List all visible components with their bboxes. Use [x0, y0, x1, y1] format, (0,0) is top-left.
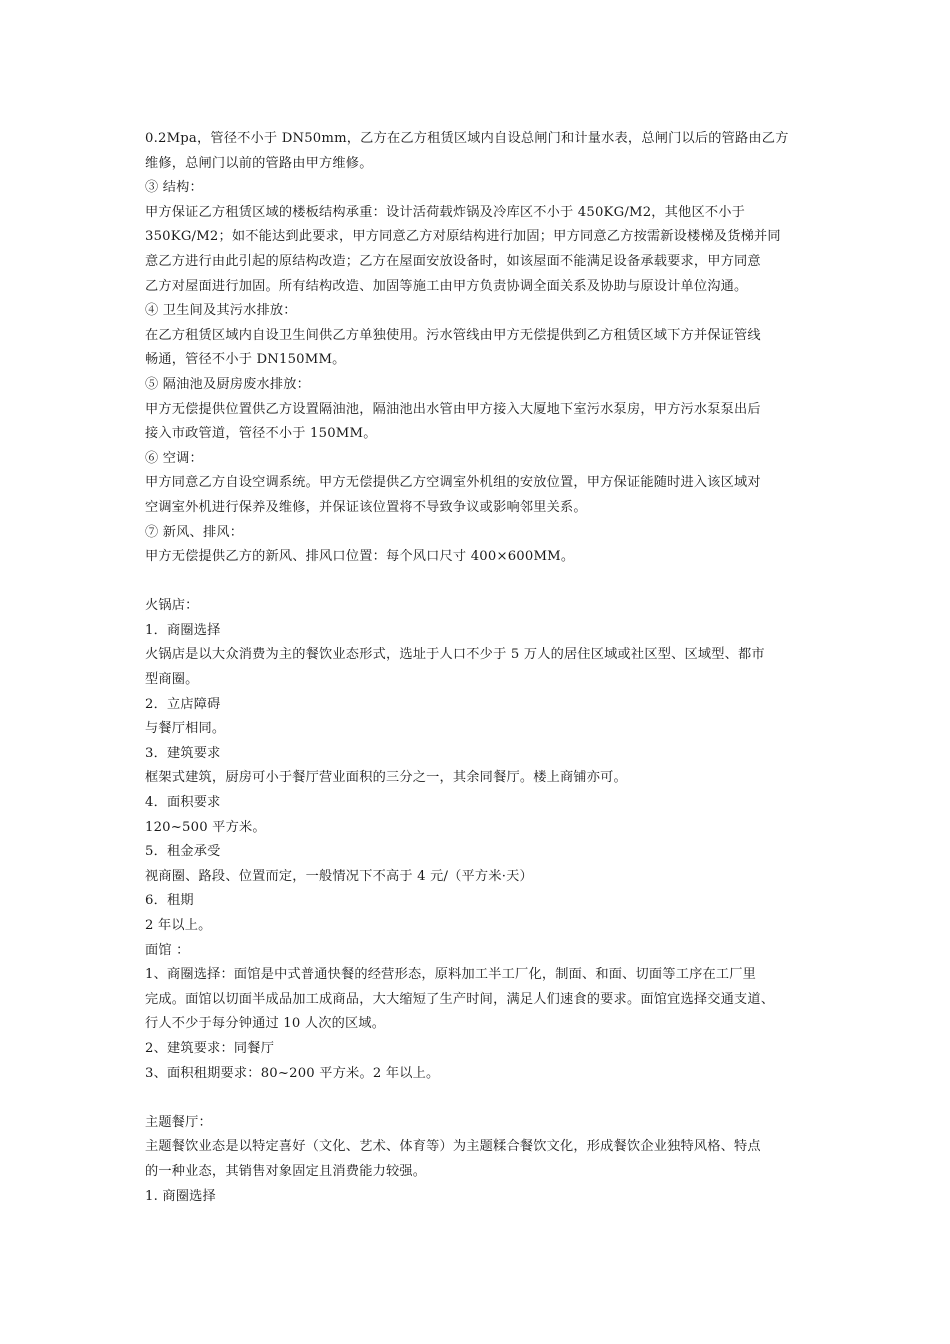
- text-line: 空调室外机进行保养及维修，并保证该位置将不导致争议或影响邻里关系。: [145, 499, 587, 515]
- text-line: 120~500 平方米。: [145, 819, 266, 835]
- text-line: 框架式建筑，厨房可小于餐厅营业面积的三分之一，其余同餐厅。楼上商铺亦可。: [145, 770, 627, 786]
- text-line: 甲方同意乙方自设空调系统。甲方无偿提供乙方空调室外机组的安放位置，甲方保证能随时进入该区域对: [145, 475, 761, 491]
- text-line: ⑥ 空调：: [145, 450, 203, 466]
- text-line: 2、建筑要求：同餐厅: [145, 1040, 275, 1056]
- text-line: 1．商圈选择: [145, 622, 221, 638]
- text-line: ⑦ 新风、排风：: [145, 524, 244, 540]
- text-line: 在乙方租赁区域内自设卫生间供乙方单独使用。污水管线由甲方无偿提供到乙方租赁区域下方并保证管线: [145, 327, 761, 343]
- text-line: 火锅店：: [145, 598, 199, 614]
- text-line: 3、面积租期要求：80~200 平方米。2 年以上。: [145, 1065, 440, 1081]
- text-line: 维修，总闸门以前的管路由甲方维修。: [145, 155, 373, 171]
- text-line: 火锅店是以大众消费为主的餐饮业态形式，选址于人口不少于 5 万人的居住区域或社区型、区域型、都市: [145, 647, 765, 663]
- text-line: 350KG/M2；如不能达到此要求，甲方同意乙方对原结构进行加固；甲方同意乙方按需新设楼梯及货梯并同: [145, 229, 781, 245]
- text-line: 面馆 ：: [145, 942, 190, 958]
- text-line: 3．建筑要求: [145, 745, 221, 761]
- text-line: 完成。面馆以切面半成品加工成商品，大大缩短了生产时间，满足人们速食的要求。面馆宜选择交通支道、: [145, 991, 775, 1007]
- text-line: ③ 结构：: [145, 180, 203, 196]
- text-line: 视商圈、路段、位置而定，一般情况下不高于 4 元/（平方米·天）: [145, 868, 533, 884]
- text-line: 甲方无偿提供位置供乙方设置隔油池，隔油池出水管由甲方接入大厦地下室污水泵房，甲方污水泵泵出后: [145, 401, 761, 417]
- text-line: 意乙方进行由此引起的原结构改造；乙方在屋面安放设备时，如该屋面不能满足设备承载要求，甲方同意: [145, 253, 761, 269]
- text-line: 行人不少于每分钟通过 10 人次的区域。: [145, 1016, 386, 1032]
- text-line: 主题餐饮业态是以特定喜好（文化、艺术、体育等）为主题糅合餐饮文化，形成餐饮企业独特风格、特点: [145, 1139, 761, 1155]
- text-line: 甲方保证乙方租赁区域的楼板结构承重：设计活荷载炸锅及冷库区不小于 450KG/M2，其他区不小于: [145, 204, 745, 220]
- text-line: 主题餐厅：: [145, 1114, 212, 1130]
- text-line: 乙方对屋面进行加固。所有结构改造、加固等施工由甲方负责协调全面关系及协助与原设计单位沟通。: [145, 278, 748, 294]
- text-line: 6．租期: [145, 893, 194, 909]
- text-line: 0.2Mpa，管径不小于 DN50mm，乙方在乙方租赁区域内自设总闸门和计量水表，总闸门以后的管路由乙方: [145, 131, 789, 146]
- text-line: 甲方无偿提供乙方的新风、排风口位置：每个风口尺寸 400×600MM。: [145, 549, 575, 565]
- text-line: 1. 商圈选择: [145, 1188, 216, 1204]
- blank-line: [145, 570, 825, 595]
- text-line: 的一种业态，其销售对象固定且消费能力较强。: [145, 1163, 427, 1179]
- text-line: 接入市政管道，管径不小于 150MM。: [145, 426, 377, 442]
- text-line: 2．立店障碍: [145, 696, 221, 712]
- text-line: ④ 卫生间及其污水排放：: [145, 303, 297, 319]
- text-line: 畅通，管径不小于 DN150MM。: [145, 352, 346, 368]
- text-line: 1、商圈选择：面馆是中式普通快餐的经营形态，原料加工半工厂化，制面、和面、切面等工序在工厂里: [145, 967, 757, 983]
- document-body: [145, 127, 825, 1209]
- text-line: 型商圈。: [145, 672, 199, 688]
- text-line: 5．租金承受: [145, 844, 221, 860]
- text-line: ⑤ 隔油池及厨房废水排放：: [145, 376, 311, 392]
- text-line: 与餐厅相同。: [145, 721, 226, 737]
- text-line: 2 年以上。: [145, 918, 212, 933]
- blank-line: [145, 1086, 825, 1111]
- text-line: 4．面积要求: [145, 795, 221, 811]
